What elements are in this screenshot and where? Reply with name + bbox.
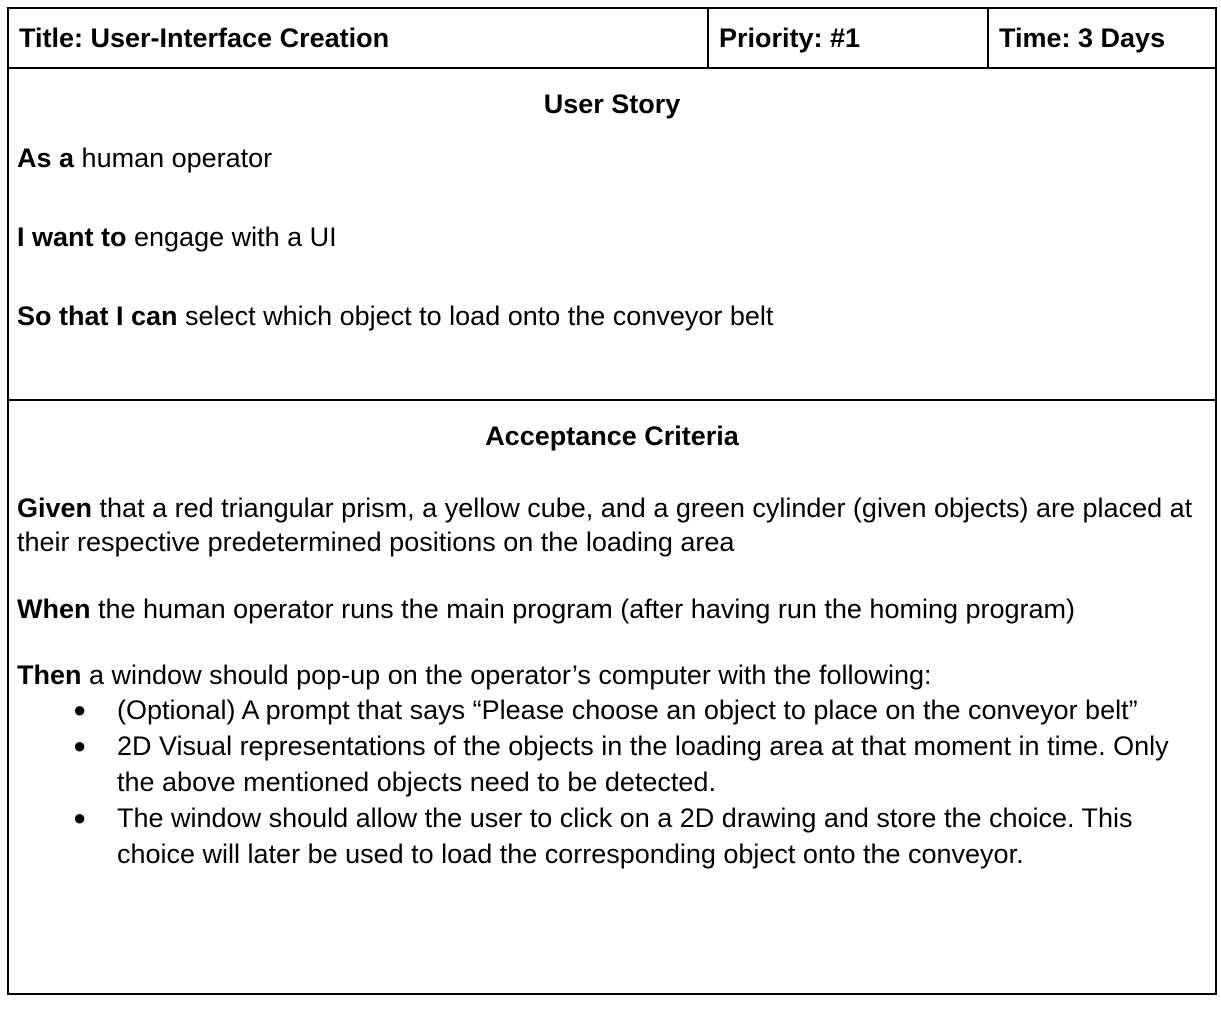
bullet-icon: ● [73, 805, 87, 830]
time-cell [988, 8, 1216, 68]
given-paragraph [9, 491, 1215, 559]
want-text: engage with a UI [126, 222, 337, 252]
so-that-line [9, 299, 1215, 333]
title-cell [8, 8, 708, 68]
as-a-line [9, 141, 1215, 175]
user-story-cell [8, 68, 1216, 400]
then-paragraph [9, 658, 1215, 692]
when-text: the human operator runs the main program (after having run the homing program) [90, 594, 1076, 624]
user-story-row [8, 68, 1216, 400]
requirements-list [9, 692, 1215, 872]
as-a-text: human operator [74, 143, 273, 173]
then-label: Then [17, 660, 82, 690]
bullet-icon: ● [73, 733, 87, 758]
user-story-card [7, 7, 1215, 1019]
user-story-heading: User Story [543, 89, 681, 119]
acceptance-criteria-cell [8, 400, 1216, 994]
want-line [9, 220, 1215, 254]
user-story-table [7, 7, 1217, 995]
list-item [73, 728, 1215, 800]
so-that-label: So that I can [17, 301, 178, 331]
given-text: that a red triangular prism, a yellow cube, and a green cylinder (given objects) are placed at their respective predetermined positions on the loading area [17, 493, 1193, 557]
when-paragraph [9, 592, 1215, 626]
when-label: When [17, 594, 91, 624]
priority-cell [708, 8, 988, 68]
so-that-text: select which object to load onto the conveyor belt [177, 301, 774, 331]
list-item-text: 2D Visual representations of the objects in the loading area at that moment in time. Only the above mentioned objects need to be detected. [117, 731, 1169, 797]
want-label: I want to [17, 222, 127, 252]
list-item-text: The window should allow the user to click on a 2D drawing and store the choice. This choice will later be used to load the corresponding object onto the conveyor. [117, 803, 1133, 869]
bullet-icon: ● [73, 697, 87, 722]
story-title: Title: User-Interface Creation [19, 23, 390, 53]
as-a-label: As a [17, 143, 75, 173]
story-priority: Priority: #1 [719, 23, 861, 53]
list-item [73, 800, 1215, 872]
acceptance-criteria-row [8, 400, 1216, 994]
header-row [8, 8, 1216, 68]
then-text: a window should pop-up on the operator’s computer with the following: [81, 660, 932, 690]
acceptance-criteria-heading: Acceptance Criteria [485, 421, 739, 451]
given-label: Given [17, 493, 93, 523]
list-item-text: (Optional) A prompt that says “Please choose an object to place on the conveyor belt” [117, 695, 1138, 725]
list-item [73, 692, 1215, 728]
story-time: Time: 3 Days [999, 23, 1166, 53]
